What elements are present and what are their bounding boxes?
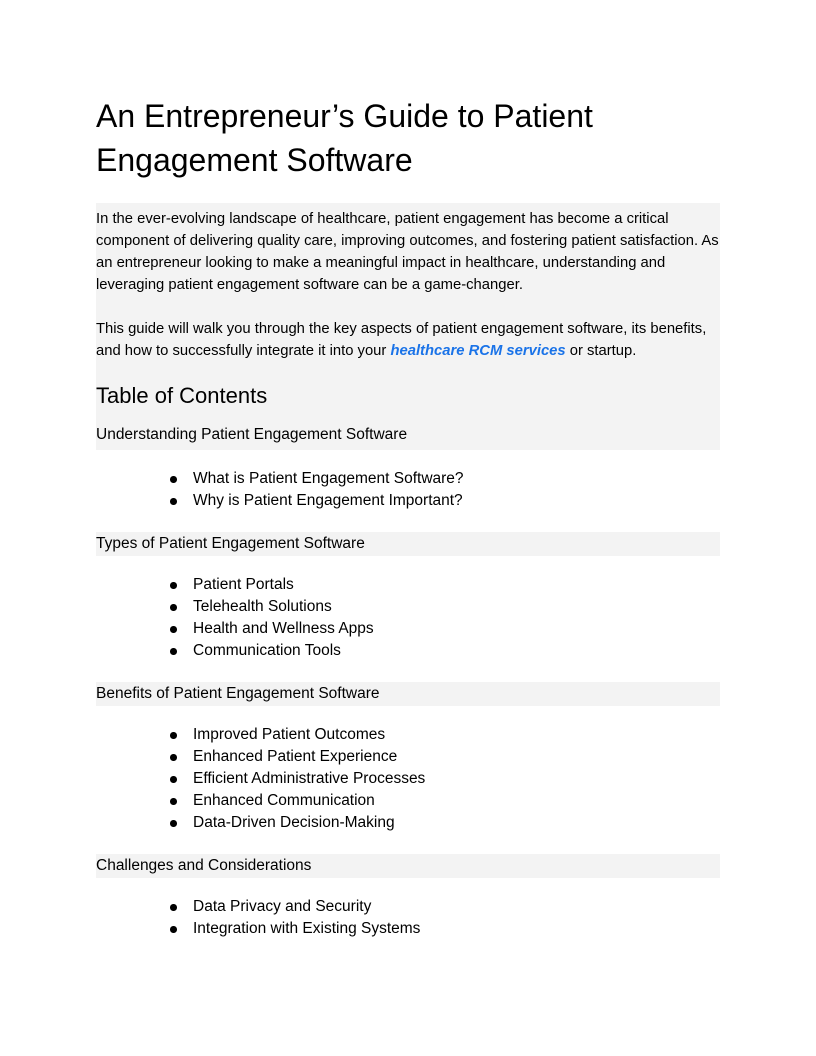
list-item [96,640,720,662]
list-item [96,468,720,490]
list-item-label: Enhanced Patient Experience [193,748,398,765]
bullet-icon [170,820,177,827]
intro-paragraph-2-text-before: This guide will walk you through the key aspects of patient engagement software, its benefits, and how to successfully integrate it into your [96,321,707,359]
list-item-label: What is Patient Engagement Software? [193,470,464,487]
intro-highlight-block [96,203,720,450]
list-item [96,618,720,640]
document-content [0,94,816,940]
section-heading-understanding: Understanding Patient Engagement Software [96,426,408,443]
bullet-icon [170,754,177,761]
list-item-label: Patient Portals [193,576,294,593]
list-item-label: Why is Patient Engagement Important? [193,492,463,509]
bullet-icon [170,648,177,655]
bullet-icon [170,498,177,505]
list-item-label: Enhanced Communication [193,792,375,809]
list-item [96,724,720,746]
list-item-label: Integration with Existing Systems [193,920,421,937]
bullet-icon [170,776,177,783]
healthcare-rcm-services-link[interactable]: healthcare RCM services [390,343,566,359]
list-item [96,812,720,834]
intro-paragraph-1: In the ever-evolving landscape of healthcare, patient engagement has become a critical component of delivering quality care, improving outcomes, and fostering patient satisfaction. As an entrepreneur looking to make a meaningful impact in healthcare, understanding and leveraging patient engagement software can be a game-changer. [96,211,719,293]
toc-heading: Table of Contents [96,383,268,408]
list-item [96,790,720,812]
intro-paragraph-2 [96,318,720,362]
bullet-icon [170,926,177,933]
bullet-icon [170,904,177,911]
bullet-icon [170,798,177,805]
list-item-label: Data-Driven Decision-Making [193,814,395,831]
list-item [96,574,720,596]
list-item [96,896,720,918]
bullet-icon [170,626,177,633]
section-heading-types: Types of Patient Engagement Software [96,535,365,552]
list-item-label: Telehealth Solutions [193,598,332,615]
bullet-icon [170,732,177,739]
section-strip-challenges [96,854,720,878]
list-item [96,918,720,940]
list-item-label: Communication Tools [193,642,341,659]
list-item [96,490,720,512]
document-title: An Entrepreneur’s Guide to Patient Engagement Software [96,98,593,178]
toc-list-types [96,574,720,662]
list-item [96,746,720,768]
bullet-icon [170,582,177,589]
list-item [96,596,720,618]
list-item-label: Data Privacy and Security [193,898,372,915]
list-item-label: Improved Patient Outcomes [193,726,386,743]
bullet-icon [170,476,177,483]
toc-list-challenges [96,896,720,940]
section-strip-benefits [96,682,720,706]
bullet-icon [170,604,177,611]
section-strip-types [96,532,720,556]
intro-paragraph-2-text-after: or startup. [565,343,637,359]
section-heading-benefits: Benefits of Patient Engagement Software [96,685,380,702]
list-item-label: Efficient Administrative Processes [193,770,426,787]
toc-list-understanding [96,468,720,512]
list-item [96,768,720,790]
list-item-label: Health and Wellness Apps [193,620,374,637]
section-heading-challenges: Challenges and Considerations [96,857,312,874]
toc-list-benefits [96,724,720,834]
